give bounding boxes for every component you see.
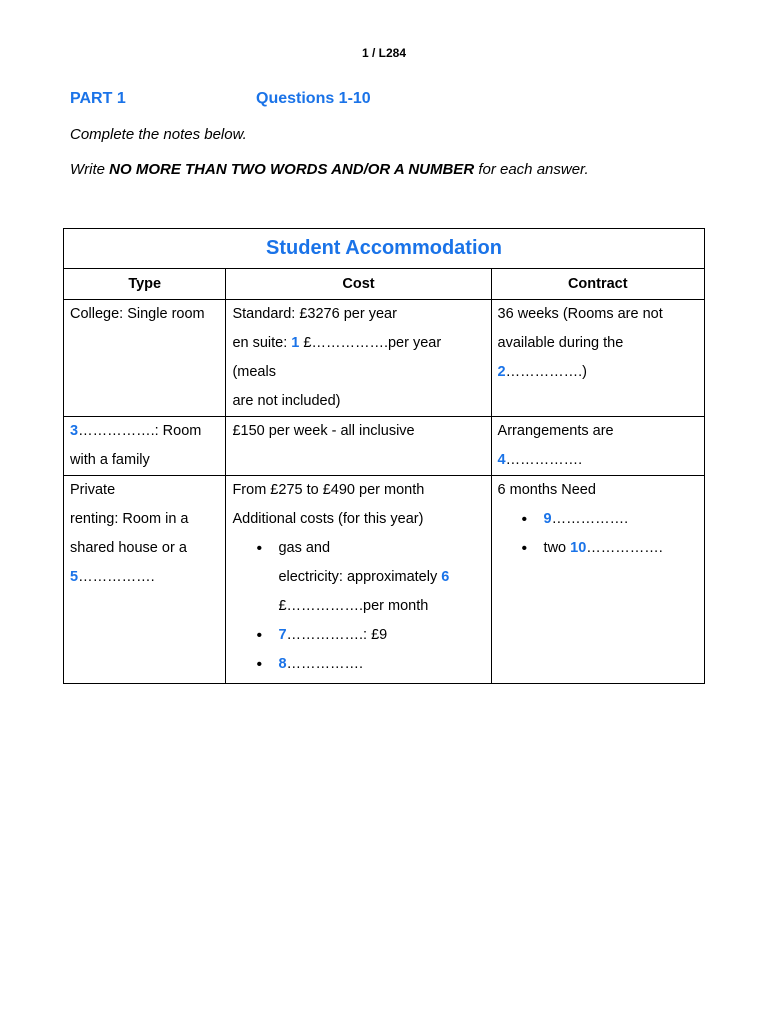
question-number-6: 6 xyxy=(441,569,450,585)
question-number-4: 4 xyxy=(497,452,506,468)
question-number-3: 3 xyxy=(70,423,79,439)
row1-cost-line2 xyxy=(232,329,484,387)
row1-contract-line2: available during the xyxy=(497,335,624,351)
row2-contract-pre: Arrangements are xyxy=(497,423,614,439)
row1-type-text: College: Single room xyxy=(70,306,205,322)
row3-type-line4 xyxy=(70,563,219,592)
additional-costs-list xyxy=(232,534,484,679)
row1-cost xyxy=(226,300,491,417)
list-item xyxy=(278,534,484,621)
row3-contract-line1: 6 months Need xyxy=(497,482,596,498)
gas-line2-pre: electricity: approximately xyxy=(278,569,442,585)
row3-cost-line2: Additional costs (for this year) xyxy=(232,511,424,527)
table-row xyxy=(64,417,705,476)
answer-blank-8: ……………. xyxy=(286,656,364,672)
page-number: 1 / L284 xyxy=(361,46,407,60)
row1-contract-line1: 36 weeks (Rooms are not xyxy=(497,306,663,322)
table-header-row xyxy=(64,269,705,300)
question-number-9: 9 xyxy=(543,511,552,527)
row2-contract xyxy=(491,417,704,476)
answer-blank-9: ……………. xyxy=(551,511,629,527)
answer-blank-5: ……………. xyxy=(78,569,155,585)
answer-blank-1: £…………….per year (meals xyxy=(232,335,442,380)
answer-blank-4: ……………. xyxy=(505,452,583,468)
row3-cost xyxy=(226,476,491,684)
question-number-1: 1 xyxy=(291,335,300,351)
row3-contract xyxy=(491,476,704,684)
instruction-pre: Write xyxy=(70,161,110,178)
table-title-row xyxy=(64,229,705,269)
answer-blank-10: ……………. xyxy=(586,540,663,556)
row1-cost-line1: Standard: £3276 per year xyxy=(232,306,397,322)
row3-type-line2: renting: Room in a xyxy=(70,511,189,527)
header-contract: Contract xyxy=(491,269,704,300)
gas-line1: gas and xyxy=(278,540,331,556)
table-title: Student Accommodation xyxy=(266,237,502,259)
answer-blank-2: …………….) xyxy=(505,364,587,380)
row3-type-line1: Private xyxy=(70,482,116,498)
list-item xyxy=(278,650,484,679)
row2-cost xyxy=(226,417,491,476)
part-label: PART 1 xyxy=(70,90,126,107)
list-item xyxy=(278,621,484,650)
question-number-2: 2 xyxy=(497,364,506,380)
questions-range: Questions 1-10 xyxy=(256,90,371,107)
row1-contract-line3 xyxy=(498,358,698,387)
table-title-cell xyxy=(64,229,705,269)
row2-type xyxy=(64,417,226,476)
instruction-bold: NO MORE THAN TWO WORDS AND/OR A NUMBER xyxy=(109,161,475,178)
row2-contract-text xyxy=(498,417,698,475)
row3-type xyxy=(64,476,226,684)
answer-blank-3: …………….: Room xyxy=(78,423,202,439)
contract-needs-list xyxy=(498,505,698,563)
table-row xyxy=(64,300,705,417)
table-row xyxy=(64,476,705,684)
row2-cost-text: £150 per week - all inclusive xyxy=(232,423,415,439)
two-label: two xyxy=(543,540,571,556)
answer-blank-6: £…………….per month xyxy=(278,598,429,614)
question-number-5: 5 xyxy=(70,569,79,585)
row1-cost-line3: are not included) xyxy=(232,393,341,409)
row3-cost-line1: From £275 to £490 per month xyxy=(232,482,425,498)
list-item xyxy=(544,534,698,563)
row1-cost-line2-pre: en suite: xyxy=(232,335,292,351)
question-number-10: 10 xyxy=(570,540,587,556)
row2-type-line1 xyxy=(70,417,219,446)
instruction-word-limit xyxy=(70,161,589,178)
question-number-8: 8 xyxy=(278,656,287,672)
header-type: Type xyxy=(64,269,226,300)
instruction-complete: Complete the notes below. xyxy=(70,126,247,143)
answer-blank-7: …………….: £9 xyxy=(286,627,388,643)
instruction-post: for each answer. xyxy=(474,161,589,178)
row1-contract xyxy=(491,300,704,417)
header-cost: Cost xyxy=(226,269,491,300)
question-number-7: 7 xyxy=(278,627,287,643)
row2-type-line2: with a family xyxy=(70,452,150,468)
row3-type-line3: shared house or a xyxy=(70,540,187,556)
notes-table xyxy=(63,228,705,684)
row1-type xyxy=(64,300,226,417)
list-item xyxy=(544,505,698,534)
